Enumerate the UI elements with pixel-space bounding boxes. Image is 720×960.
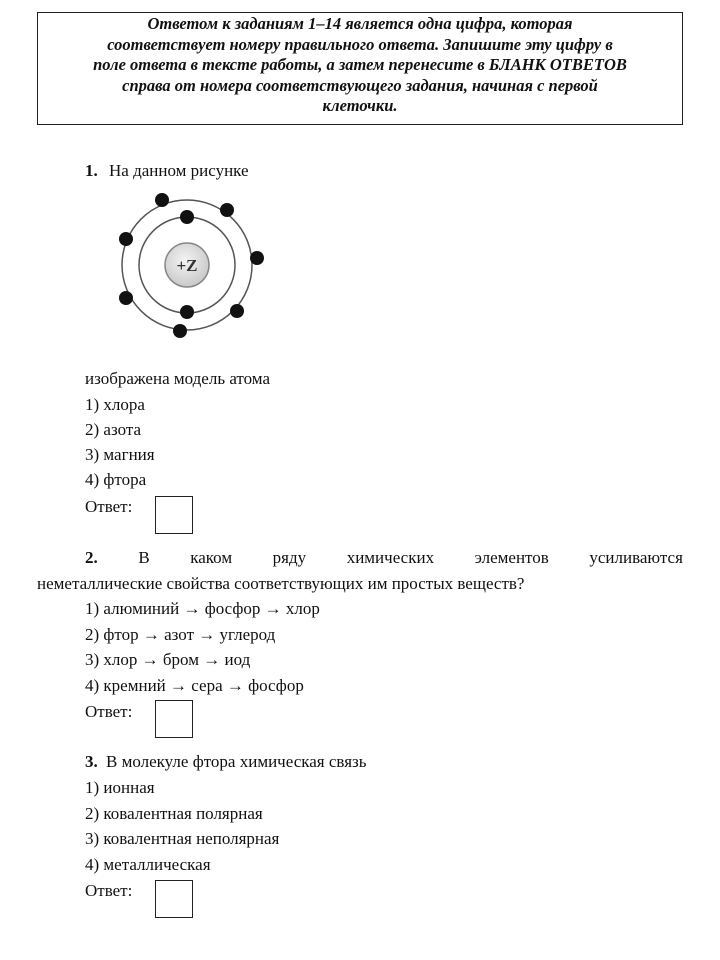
electron (220, 203, 234, 217)
instruction-line: клеточки. (322, 96, 398, 115)
q2-word: каком (190, 548, 233, 567)
q1-answer-label: Ответ: (85, 497, 133, 516)
q1-answer-box[interactable] (155, 496, 193, 534)
instruction-line: соответствует номеру правильного ответа. Запишите эту цифру в (107, 34, 613, 54)
q2-option-2: 2) фтор → азот → углерод (85, 625, 276, 644)
q2-line1 (85, 548, 683, 568)
q2-option-4: 4) кремний → сера → фосфор (85, 676, 304, 695)
q3-option-3: 3) ковалентная неполярная (85, 829, 280, 848)
q3-option-2: 2) ковалентная полярная (85, 804, 263, 823)
q1-intro: На данном рисунке (109, 161, 249, 180)
instruction-line: Ответом к заданиям 1–14 является одна цифра, которая (147, 14, 573, 33)
electron (230, 304, 244, 318)
q2-number: 2. (85, 548, 98, 567)
q1-option-2: 2) азота (85, 420, 142, 439)
electron (250, 251, 264, 265)
electron (180, 305, 194, 319)
q3-number: 3. (85, 752, 98, 771)
instruction-line: справа от номера соответствующего задания, начиная с первой (122, 75, 598, 95)
q3-answer-box[interactable] (155, 880, 193, 918)
q3-option-1: 1) ионная (85, 778, 155, 797)
q2-option-1: 1) алюминий → фосфор → хлор (85, 599, 320, 618)
q2-word: ряду (272, 548, 307, 567)
atom-model-diagram (105, 185, 275, 345)
q2-answer-label: Ответ: (85, 702, 133, 721)
electron (180, 210, 194, 224)
q2-answer-box[interactable] (155, 700, 193, 738)
q1-option-4: 4) фтора (85, 470, 147, 489)
q1-option-1: 1) хлора (85, 395, 145, 414)
q1-number: 1. (85, 161, 98, 180)
nucleus-label: +Z (176, 256, 198, 275)
instruction-line: поле ответа в тексте работы, а затем перенесите в БЛАНК ОТВЕТОВ (93, 55, 627, 74)
q1-stem: изображена модель атома (85, 369, 270, 388)
q2-word: В (138, 548, 150, 567)
q3-answer-label: Ответ: (85, 881, 133, 900)
electron (155, 193, 169, 207)
electron (173, 324, 187, 338)
q2-word: элементов (474, 548, 549, 567)
q2-stem-line2: неметаллические свойства соответствующих им простых веществ? (37, 574, 525, 593)
q3-stem: В молекуле фтора химическая связь (106, 752, 367, 771)
q2-word: усиливаются (589, 548, 683, 567)
q2-option-3: 3) хлор → бром → иод (85, 650, 251, 669)
q2-word: химических (346, 548, 435, 567)
electron (119, 232, 133, 246)
instructions-box (37, 12, 683, 125)
q3-option-4: 4) металлическая (85, 855, 211, 874)
q1-option-3: 3) магния (85, 445, 155, 464)
electron (119, 291, 133, 305)
